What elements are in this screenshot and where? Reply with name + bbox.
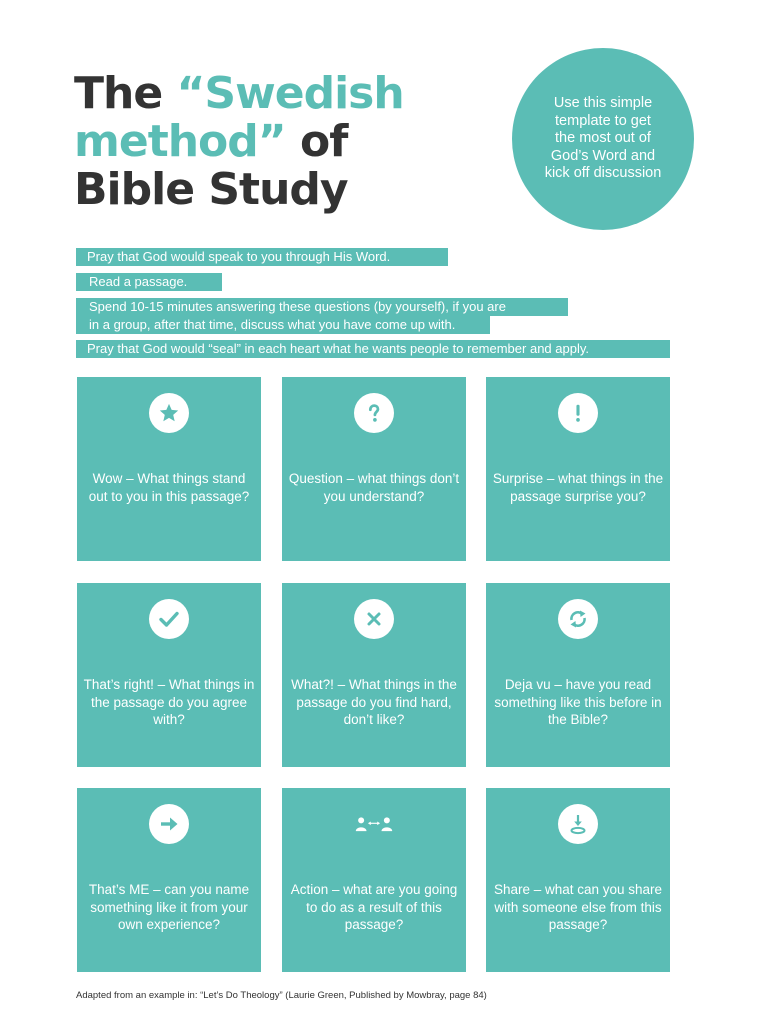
title-prefix: The (74, 68, 177, 119)
title-accent-line2: method” (74, 116, 286, 167)
card-action (282, 788, 466, 972)
step-read-passage: Read a passage. (76, 273, 222, 291)
page-title (74, 70, 404, 214)
card-wow (77, 377, 261, 561)
intro-circle (512, 48, 694, 230)
card-text: What?! – What things in the passage do you find hard, don’t like? (291, 677, 457, 727)
intro-circle-text: Use this simple template to get the most out of God’s Word and kick off discussion (544, 95, 662, 182)
refresh-icon (558, 599, 598, 639)
step-answer-questions-line2: in a group, after that time, discuss what you have come up with. (76, 316, 490, 334)
title-line3: Bible Study (74, 164, 348, 215)
people-exchange-icon (354, 804, 394, 844)
card-text: Share – what can you share with someone else from this passage? (493, 882, 663, 932)
card-share (486, 788, 670, 972)
card-question (282, 377, 466, 561)
step-answer-questions-line1: Spend 10-15 minutes answering these questions (by yourself), if you are (76, 298, 568, 316)
card-surprise (486, 377, 670, 561)
card-text: Action – what are you going to do as a result of this passage? (290, 882, 458, 932)
card-text: Wow – What things stand out to you in this passage? (88, 471, 250, 504)
cross-icon (354, 599, 394, 639)
card-text: Deja vu – have you read something like this before in the Bible? (494, 677, 662, 727)
card-text: That’s right! – What things in the passage do you agree with? (83, 677, 255, 727)
card-text: Surprise – what things in the passage surprise you? (492, 471, 664, 504)
card-thats-me (77, 788, 261, 972)
title-accent-line1: “Swedish (176, 68, 404, 119)
checkmark-icon (149, 599, 189, 639)
arrow-right-icon (149, 804, 189, 844)
step-pray-seal: Pray that God would “seal” in each heart what he wants people to remember and apply. (76, 340, 670, 358)
step-pray-start: Pray that God would speak to you through His Word. (76, 248, 448, 266)
footnote: Adapted from an example in: “Let’s Do Theology” (Laurie Green, Published by Mowbray, page 84) (76, 990, 487, 1001)
title-suffix: of (285, 116, 348, 167)
card-deja-vu (486, 583, 670, 767)
card-thats-right (77, 583, 261, 767)
exclamation-icon (558, 393, 598, 433)
star-icon (149, 393, 189, 433)
card-what (282, 583, 466, 767)
download-share-icon (558, 804, 598, 844)
question-icon (354, 393, 394, 433)
card-text: Question – what things don’t you understand? (288, 471, 460, 504)
card-text: That’s ME – can you name something like it from your own experience? (88, 882, 250, 932)
